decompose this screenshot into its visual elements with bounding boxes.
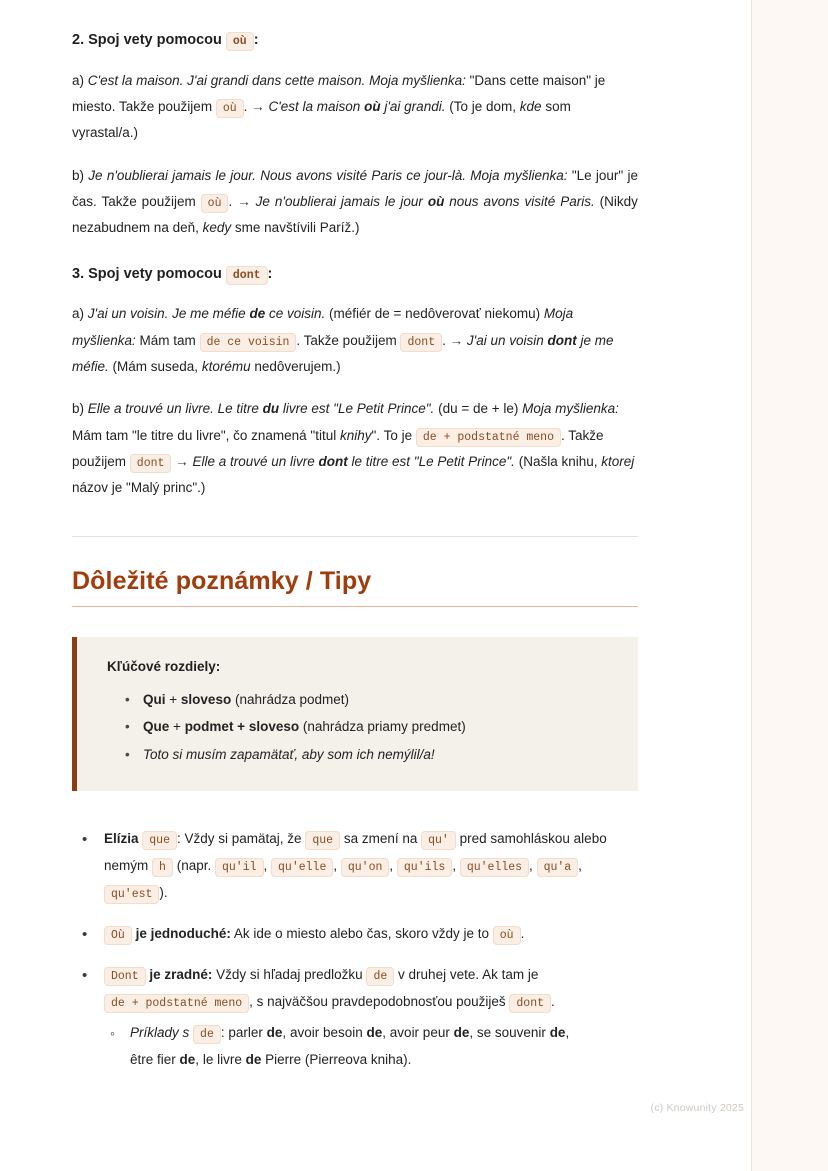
- code-chip-de: de: [366, 967, 394, 986]
- callout-item-bold1: Que: [143, 719, 170, 735]
- item-b-sentence-post: livre est "Le Petit Prince".: [282, 401, 435, 417]
- item-a-translation-em: ktorému: [201, 359, 251, 374]
- item-a-thought-label: Moja myšlienka:: [72, 306, 574, 348]
- tip-elizia-closing: ).: [159, 884, 168, 900]
- examples-label-post: :: [220, 1024, 225, 1040]
- example-pre: être fier: [130, 1051, 180, 1067]
- callout-item-plus: +: [169, 691, 178, 707]
- tip-dont-text-post: , s najväčšou pravdepodobnosťou použiješ: [249, 993, 506, 1009]
- exercise-2-heading-prefix: 2. Spoj vety pomocou: [72, 32, 222, 48]
- tip-elizia-label: Elízia: [104, 830, 139, 846]
- tip-dont: [72, 961, 638, 1073]
- code-chip-que: que: [305, 831, 340, 850]
- example-post: ,: [382, 1024, 387, 1040]
- page-title: Dôležité poznámky / Tipy: [72, 566, 372, 595]
- code-chip-ou: où: [226, 32, 254, 51]
- item-a-result-post: je me méfie.: [72, 332, 614, 374]
- callout-item-rest: Toto si musím zapamätať, aby som ich nemýlil/a!: [143, 746, 435, 762]
- tip-ou-text: Ak ide o miesto alebo čas, skoro vždy je to: [233, 925, 489, 941]
- callout-item-bold1: Qui: [143, 691, 166, 707]
- tip-ou-period: .: [520, 925, 525, 941]
- example-pre: parler: [228, 1024, 267, 1040]
- example-post: ,: [195, 1051, 200, 1067]
- exercise-2-heading: [72, 30, 638, 52]
- callout-title: Kľúčové rozdiely:: [107, 658, 221, 674]
- item-a-gloss: (méfiér de = nedôverovať niekomu): [329, 306, 541, 322]
- item-b-translation-em: kedy: [202, 220, 232, 236]
- code-chip-ou: où: [216, 99, 244, 118]
- tip-dont-text-mid: v druhej vete. Ak tam je: [398, 966, 539, 982]
- example-pre: le livre: [202, 1051, 246, 1067]
- examples-label-pre: Príklady s: [130, 1024, 190, 1040]
- item-a-translation-em: kde: [519, 99, 542, 115]
- item-a-result-post: j'ai grandi.: [384, 99, 446, 115]
- tip-ou-bold: je jednoduché:: [135, 925, 231, 941]
- callout-item-bold2: podmet + sloveso: [184, 719, 300, 735]
- list-item: [129, 741, 612, 769]
- item-b-thought-label: Moja myšlienka:: [522, 401, 619, 417]
- item-a-marker: a): [72, 306, 85, 322]
- tip-elizia-text3: pred samohláskou alebo nemým: [104, 830, 607, 873]
- tip-dont-bold: je zradné:: [149, 966, 213, 982]
- item-a-result-bold: où: [364, 99, 381, 115]
- item-a-translation-pre: (Mám suseda,: [112, 359, 199, 374]
- item-b-sentence-bold: du: [262, 401, 280, 417]
- code-chip-dont: dont: [509, 994, 551, 1013]
- item-a-sentence-bold: de: [249, 306, 266, 322]
- item-b-result-post: nous avons visité Paris.: [449, 194, 595, 209]
- exercise-3-heading-suffix: :: [267, 265, 273, 282]
- document-content: [72, 30, 638, 1087]
- item-b-gloss: (du = de + le): [438, 401, 519, 417]
- tip-elizia-text1: : Vždy si pamätaj, že: [177, 830, 302, 846]
- example-pre: avoir besoin: [289, 1024, 367, 1040]
- code-chip-que: que: [142, 831, 177, 850]
- exercise-3-item-a: [72, 301, 638, 380]
- code-chip-quelle: qu'elle: [271, 858, 333, 877]
- item-a-translation-pre: (To je dom,: [449, 99, 517, 115]
- item-a-result-pre: J'ai un voisin: [466, 332, 544, 348]
- example-avoir-peur: [390, 1025, 473, 1040]
- item-a-thought: "Dans cette maison" je miesto. Takže použijem: [72, 72, 606, 115]
- code-chip-qua: qu'a: [537, 858, 579, 877]
- code-chip-h: h: [152, 858, 173, 877]
- item-a-thought-label: Moja myšlienka:: [369, 72, 466, 88]
- item-a-result-bold: dont: [547, 332, 577, 348]
- tip-elizia-text4: (napr.: [176, 857, 212, 873]
- list-item: [104, 1019, 638, 1073]
- code-chip-dont: dont: [130, 454, 172, 473]
- item-b-thought-pre: Mám tam "le titre du livre", čo znamená "titul: [72, 427, 337, 443]
- item-a-translation-post: som vyrastal/a.): [72, 99, 571, 141]
- item-b-thought-post: ". To je: [371, 427, 413, 443]
- section-title-underline: [72, 606, 638, 607]
- arrow-icon: →: [237, 194, 251, 209]
- callout-item-rest: (nahrádza priamy predmet): [302, 719, 466, 735]
- callout-item-plus: +: [173, 719, 181, 735]
- code-chip-quelles: qu'elles: [460, 858, 529, 877]
- item-b-after-code: .: [228, 194, 233, 209]
- code-chip-ou: où: [493, 926, 521, 945]
- example-bold: de: [266, 1024, 283, 1040]
- item-b-translation-em: ktorej: [601, 453, 635, 469]
- example-bold: de: [453, 1024, 470, 1040]
- item-a-sentence: C'est la maison. J'ai grandi dans cette maison.: [87, 72, 366, 88]
- key-differences-callout: [72, 637, 638, 791]
- item-a-after-code: .: [442, 332, 446, 348]
- exercise-2-item-b: [72, 163, 638, 242]
- code-chip-quest: qu'est: [104, 885, 159, 904]
- item-a-sentence-post: ce voisin.: [268, 306, 326, 322]
- tip-dont-examples: [104, 1019, 638, 1073]
- example-parler: [228, 1025, 286, 1040]
- example-se-souvenir: [477, 1025, 569, 1040]
- tip-elizia: • Elízia que : Vždy si pamätaj, že que sa zmení na qu' pred samohláskou alebo nemým h (napr. qu'il , qu'elle , qu'on , qu'ils , qu'elles , qu'a , qu'est ).: [72, 825, 638, 906]
- code-chip-quils: qu'ils: [397, 858, 452, 877]
- code-chip-de-podstatne-meno: de + podstatné meno: [416, 428, 561, 447]
- code-chip-de-ce-voisin: de ce voisin: [200, 333, 297, 352]
- example-etre-fier: [130, 1052, 199, 1067]
- item-a-thought-mid: . Takže použijem: [296, 332, 397, 348]
- callout-item-bold2: sloveso: [180, 691, 232, 707]
- item-b-thought-mid: . Takže použijem: [72, 427, 604, 469]
- item-a-translation-post: nedôverujem.): [254, 359, 341, 374]
- example-avoir-besoin: [290, 1025, 386, 1040]
- item-b-result-post: le titre est "Le Petit Prince".: [351, 453, 515, 469]
- item-a-thought-pre: Mám tam: [139, 332, 196, 348]
- code-chip-dont: dont: [226, 266, 268, 285]
- example-post: Pierre (Pierreova kniha).: [261, 1051, 412, 1067]
- item-b-thought: "Le jour" je čas. Takže použijem: [72, 167, 638, 209]
- code-chip-quil: qu'il: [215, 858, 264, 877]
- exercise-3-item-b: [72, 396, 638, 501]
- exercise-3-heading: [72, 264, 638, 286]
- example-bold: de: [179, 1051, 196, 1067]
- exercise-2-heading-suffix: :: [253, 32, 259, 48]
- example-le-livre: [203, 1052, 412, 1067]
- item-b-translation-pre: (Našla knihu,: [518, 453, 598, 469]
- item-b-sentence: Je n'oublierai jamais le jour. Nous avons visité Paris ce jour-là.: [88, 167, 466, 183]
- item-b-result-bold: dont: [318, 453, 348, 469]
- arrow-icon: →: [175, 453, 189, 469]
- page-right-margin-strip: [751, 0, 828, 1171]
- exercise-2-item-a: [72, 68, 638, 147]
- callout-list: [107, 686, 612, 769]
- item-b-thought-em: knihy: [340, 427, 372, 443]
- example-pre: avoir peur: [389, 1024, 454, 1040]
- item-b-translation-post: sme navštívili Paríž.): [234, 220, 360, 236]
- item-a-marker: a): [72, 72, 85, 88]
- watermark: (c) Knowunity 2025: [650, 1102, 744, 1114]
- example-post: ,: [565, 1024, 570, 1040]
- code-chip-quon: qu'on: [341, 858, 390, 877]
- code-chip-ou: Où: [104, 926, 132, 945]
- item-b-result-bold: où: [427, 194, 445, 209]
- tips-list: [72, 825, 638, 1073]
- example-post: ,: [282, 1024, 287, 1040]
- exercise-3-heading-prefix: 3. Spoj vety pomocou: [72, 265, 222, 282]
- item-a-after-code: .: [243, 99, 248, 115]
- arrow-icon: →: [251, 99, 265, 115]
- arrow-icon: →: [449, 332, 464, 348]
- item-b-translation-pre: (Nikdy nezabudnem na deň,: [72, 194, 638, 236]
- list-item: [129, 713, 612, 741]
- example-post: ,: [469, 1024, 474, 1040]
- item-b-result-pre: Elle a trouvé un livre: [192, 453, 315, 469]
- example-bold: de: [245, 1051, 262, 1067]
- section-divider: [72, 536, 638, 537]
- tip-dont-text-pre: Vždy si hľadaj predložku: [216, 966, 363, 982]
- code-chip-qu-apostrophe: qu': [421, 831, 456, 850]
- item-b-marker: b): [72, 167, 85, 183]
- tip-dont-period: .: [551, 993, 555, 1009]
- tip-elizia-text2: sa zmení na: [343, 830, 418, 846]
- item-a-result-pre: C'est la maison: [268, 99, 361, 115]
- item-b-marker: b): [72, 401, 85, 417]
- code-chip-dont: dont: [400, 333, 442, 352]
- example-pre: se souvenir: [476, 1024, 550, 1040]
- item-b-translation-post: názov je "Malý princ".): [72, 480, 206, 496]
- callout-item-rest: (nahrádza podmet): [234, 691, 350, 707]
- code-chip-de-podstatne-meno: de + podstatné meno: [104, 994, 249, 1013]
- item-b-thought-label: Moja myšlienka:: [470, 167, 568, 183]
- tip-ou: [72, 920, 638, 947]
- code-chip-ou: où: [201, 194, 229, 213]
- code-chip-de: de: [193, 1025, 221, 1044]
- item-a-sentence-pre: J'ai un voisin. Je me méfie: [87, 306, 246, 322]
- example-bold: de: [366, 1024, 383, 1040]
- code-chip-dont: Dont: [104, 967, 146, 986]
- item-b-sentence-pre: Elle a trouvé un livre. Le titre: [87, 401, 259, 417]
- list-item: [129, 686, 612, 714]
- example-bold: de: [549, 1024, 566, 1040]
- item-b-result-pre: Je n'oublierai jamais le jour: [255, 194, 423, 209]
